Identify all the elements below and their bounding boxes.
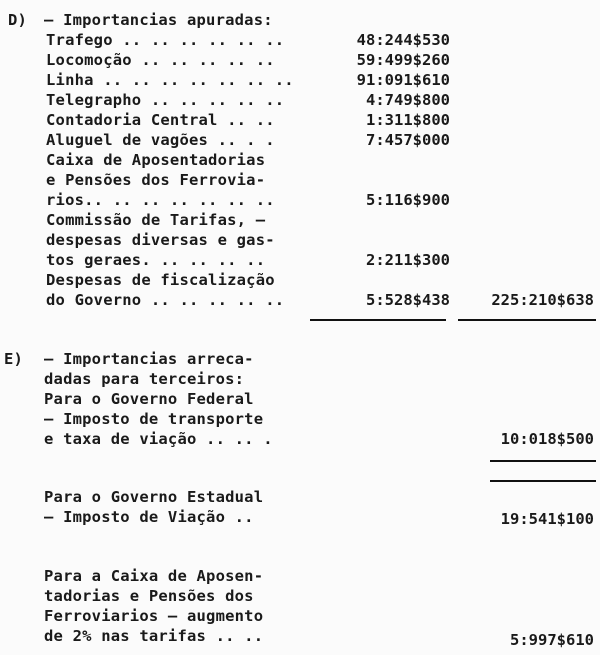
group-rule [490, 460, 596, 462]
total-rule [458, 319, 596, 321]
group-line: Para o Governo Estadual [44, 488, 264, 506]
item-value: 4:749$800 [366, 91, 450, 109]
section-e-label: E) [4, 350, 24, 368]
item-text-line: e Pensões dos Ferrovia- [46, 171, 266, 189]
group-value: 10:018$500 [500, 430, 594, 448]
group-line: Para a Caixa de Aposen- [44, 567, 264, 585]
item-value: 48:244$530 [356, 31, 450, 49]
group-value: 19:541$100 [500, 510, 594, 528]
group-line: — Imposto de transporte [44, 410, 264, 428]
item-value: 59:499$260 [356, 51, 450, 69]
item-text: Telegrapho .. .. .. .. .. [46, 91, 285, 109]
item-text: Aluguel de vagões .. . . [46, 131, 275, 149]
group-line: de 2% nas tarifas .. .. [44, 627, 264, 645]
item-text-line: tos geraes. .. .. .. .. [46, 251, 266, 269]
group-line: — Imposto de Viação .. [44, 508, 254, 526]
item-value: 1:311$800 [366, 111, 450, 129]
subtotal-rule [310, 319, 446, 321]
section-d-total: 225:210$638 [491, 291, 594, 309]
group-rule [490, 480, 596, 482]
group-line: e taxa de viação .. .. . [44, 430, 273, 448]
item-text: Trafego .. .. .. .. .. .. [46, 31, 285, 49]
section-e-heading-line: — Importancias arreca- [44, 350, 254, 368]
item-text-line: Caixa de Aposentadorias [46, 151, 266, 169]
item-value: 91:091$610 [356, 71, 450, 89]
item-value: 2:211$300 [366, 251, 450, 269]
section-d-heading: — Importancias apuradas: [44, 11, 273, 29]
item-text: Linha .. .. .. .. .. .. .. [46, 71, 294, 89]
section-d-label: D) [8, 11, 28, 29]
group-line: tadorias e Pensões dos [44, 587, 254, 605]
item-value: 5:528$438 [366, 291, 450, 309]
item-text-line: rios.. .. .. .. .. .. .. [46, 191, 275, 209]
item-text-line: Despesas de fiscalização [46, 271, 275, 289]
item-text: Locomoção .. .. .. .. .. [46, 51, 275, 69]
item-text-line: do Governo .. .. .. .. .. [46, 291, 285, 309]
item-text-line: despesas diversas e gas- [46, 231, 275, 249]
group-value: 5:997$610 [510, 631, 594, 649]
group-line: Ferroviarios — augmento [44, 607, 264, 625]
item-text-line: Commissão de Tarifas, — [46, 211, 266, 229]
item-value: 7:457$000 [366, 131, 450, 149]
group-line: Para o Governo Federal [44, 390, 254, 408]
item-value: 5:116$900 [366, 191, 450, 209]
section-e-heading-line: dadas para terceiros: [44, 370, 245, 388]
item-text: Contadoria Central .. .. [46, 111, 275, 129]
